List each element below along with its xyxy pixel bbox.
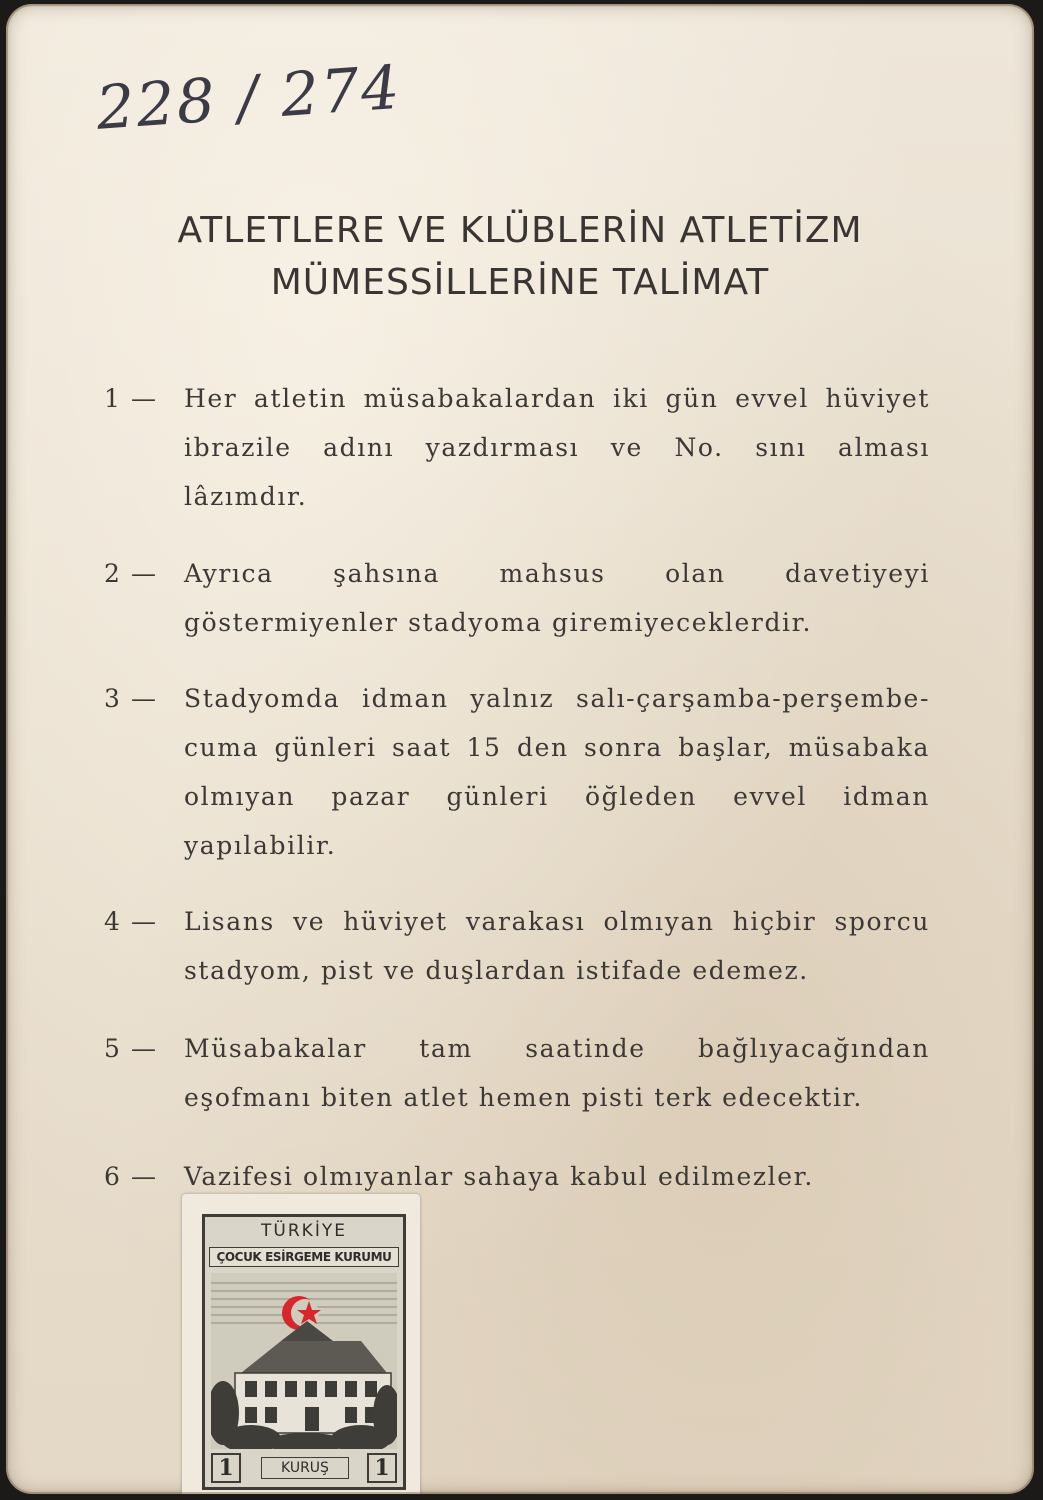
- stamp-country: TÜRKİYE: [261, 1221, 347, 1241]
- stamp-header: [205, 1221, 403, 1241]
- stamp-organization: ÇOCUK ESİRGEME KURUMU: [209, 1247, 399, 1267]
- rule-text: Stadyomda idman yalnız salı-çarşamba-perşembe-cuma günleri saat 15 den sonra başlar, müsabaka olmıyan pazar günleri öğleden evvel idman yapılabilir.: [184, 684, 930, 860]
- rule-number: 5 —: [104, 1034, 158, 1063]
- instruction-card: [6, 4, 1034, 1494]
- stamp-frame: [202, 1214, 406, 1490]
- rule-number: 4 —: [104, 907, 158, 936]
- rule-text: Müsabakalar tam saatinde bağlıyacağından eşofmanı biten atlet hemen pisti terk edecektir.: [184, 1034, 930, 1112]
- stamp-building-illustration: [211, 1273, 397, 1449]
- stamp-footer: [209, 1453, 399, 1483]
- rule-number: 2 —: [104, 559, 158, 588]
- rule-number: 3 —: [104, 684, 158, 713]
- rule-number: 6 —: [104, 1162, 158, 1191]
- postage-stamp: [182, 1194, 420, 1494]
- handwritten-note: 228 / 274: [94, 52, 404, 144]
- title-line-1: ATLETLERE VE KLÜBLERİN ATLETİZM: [177, 210, 863, 251]
- rule-text: Her atletin müsabakalardan iki gün evvel hüviyet ibrazile adını yazdırması ve No. sını alması lâzımdır.: [184, 384, 930, 511]
- stamp-value-left: 1: [211, 1453, 241, 1483]
- stamp-value-right: 1: [367, 1453, 397, 1483]
- title-line-2: MÜMESSİLLERİNE TALİMAT: [270, 262, 770, 303]
- rule-text: Lisans ve hüviyet varakası olmıyan hiçbir sporcu stadyom, pist ve duşlardan istifade edemez.: [184, 907, 930, 985]
- rule-text: Ayrıca şahsına mahsus olan davetiyeyi göstermiyenler stadyoma giremiyeceklerdir.: [184, 559, 930, 637]
- rule-number: 1 —: [104, 384, 158, 413]
- rule-text: Vazifesi olmıyanlar sahaya kabul edilmezler.: [184, 1162, 814, 1191]
- stamp-unit: KURUŞ: [261, 1457, 349, 1479]
